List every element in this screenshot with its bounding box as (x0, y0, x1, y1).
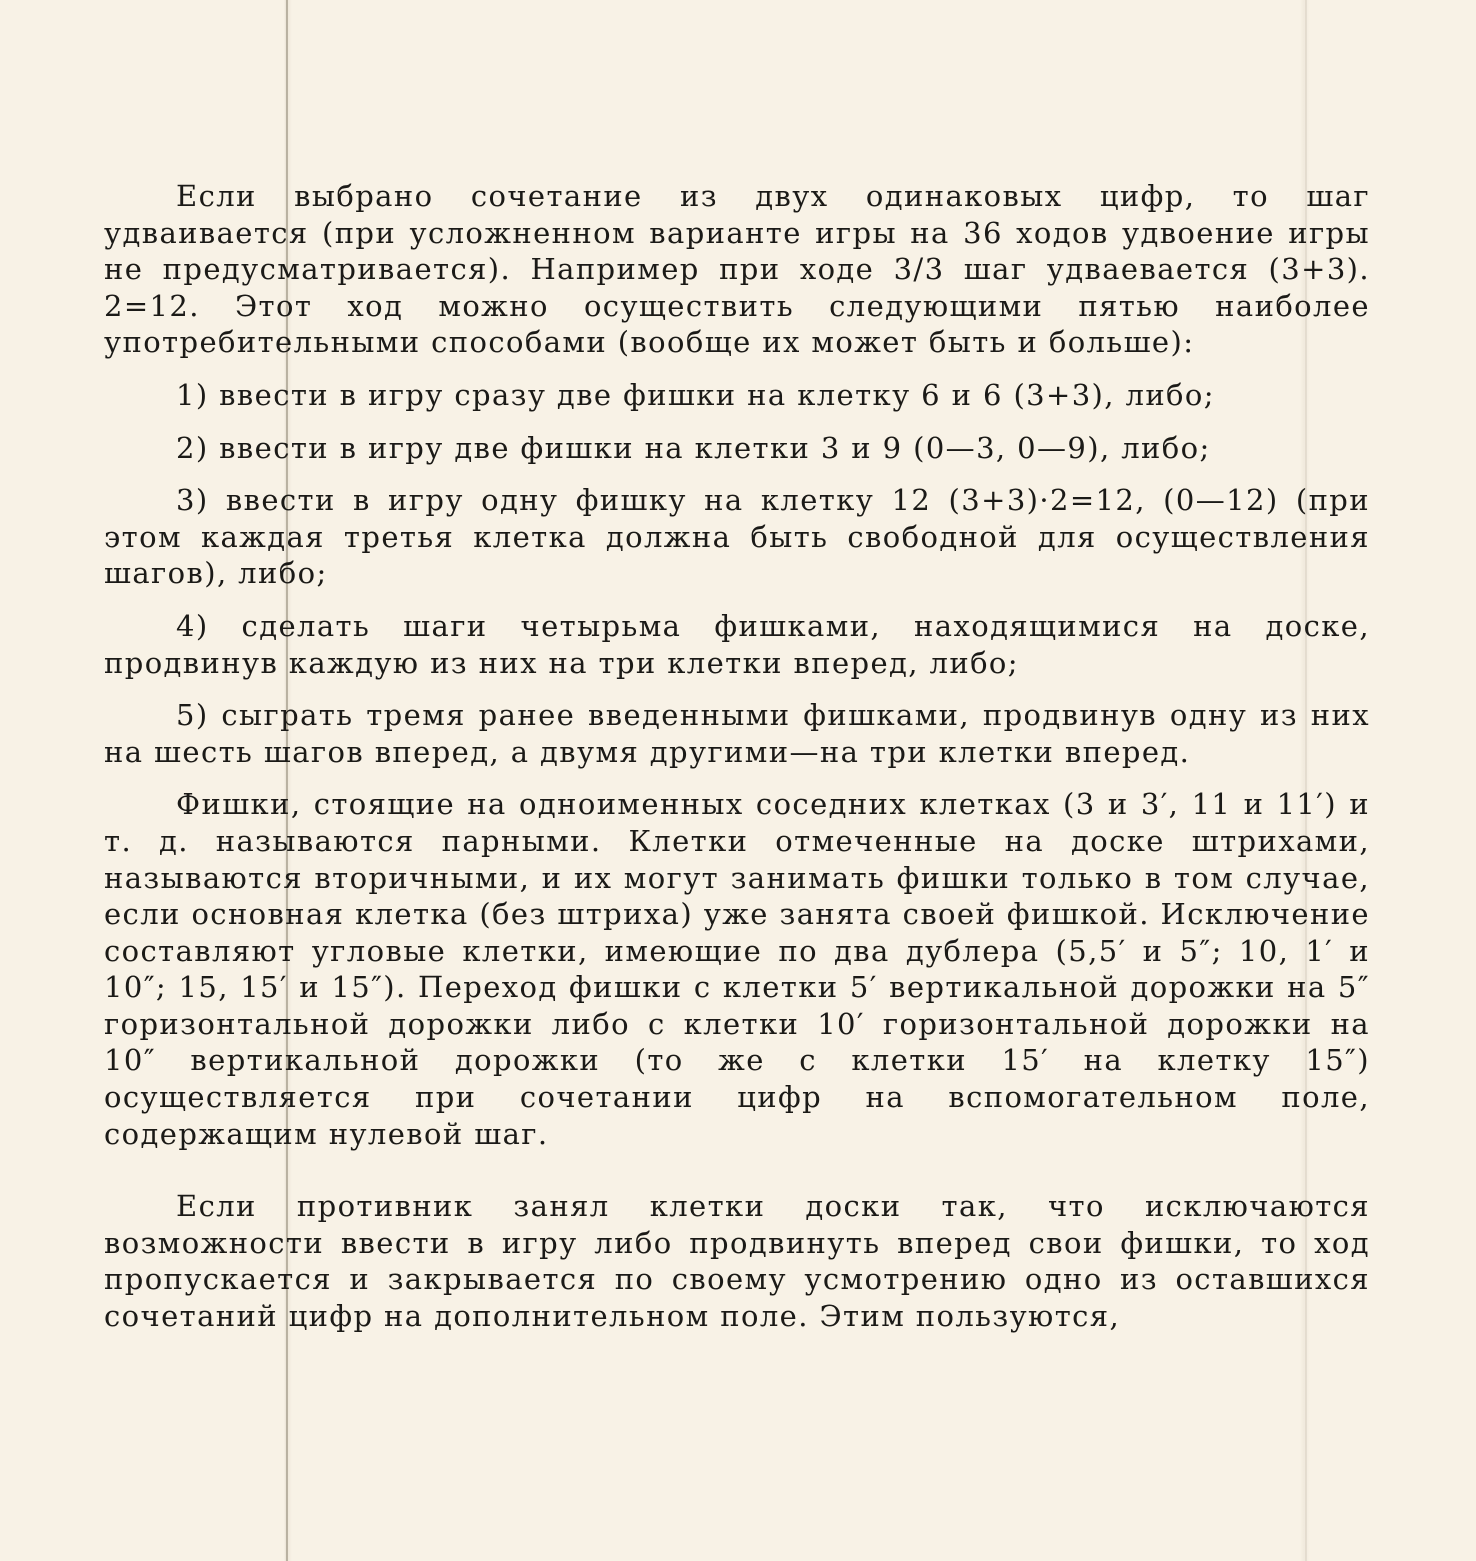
document-body (104, 178, 1370, 1335)
list-item-5: 5) сыграть тремя ранее введенными фишками, продвинув одну из них на шесть шагов вперед, а двумя другими—на три клетки вперед. (104, 698, 1370, 769)
list-item-2: 2) ввести в игру две фишки на клетки 3 и 9 (0—3, 0—9), либо; (176, 430, 1211, 465)
paragraph-paired-cells: Фишки, стоящие на одноименных соседних клетках (3 и 3′, 11 и 11′) и т. д. называются парными. Клетки отмеченные на доске штрихами, называются вторичными, и их могут занимать фишки только в том случае, если основная клетка (без штриха) уже занята своей фишкой. Исключение составляют угловые клетки, имеющие по два дублера (5,5′ и 5″; 10, 1′ и 10″; 15, 15′ и 15″). Переход фишки с клетки 5′ вертикальной дорожки на 5″ горизонтальной дорожки либо с клетки 10′ горизонтальной дорожки на 10″ вертикальной дорожки (то же с клетки 15′ на клетку 15″) осуществляется при сочетании цифр на вспомогательном поле, содержащим нулевой шаг. (104, 787, 1370, 1151)
paragraph-doubling-rule: Если выбрано сочетание из двух одинаковых цифр, то шаг удваивается (при усложненном варианте игры на 36 ходов удвоение игры не предусматривается). Например при ходе 3/3 шаг удваевается (3+3). 2=12. Этот ход можно осуществить следующими пятью наиболее употребительными способами (вообще их может быть и больше): (104, 179, 1370, 360)
list-item-3: 3) ввести в игру одну фишку на клетку 12 (3+3)·2=12, (0—12) (при этом каждая третья клетка должна быть свободной для осуществления шагов), либо; (104, 483, 1370, 591)
paragraph-skip-move: Если противник занял клетки доски так, что исключаются возможности ввести в игру либо продвинуть вперед свои фишки, то ход пропускается и закрывается по своему усмотрению одно из оставшихся сочетаний цифр на дополнительном поле. Этим пользуются, (104, 1189, 1370, 1334)
list-item-4: 4) сделать шаги четырьма фишками, находящимися на доске, продвинув каждую из них на три клетки вперед, либо; (104, 608, 1370, 680)
list-item-1: 1) ввести в игру сразу две фишки на клетку 6 и 6 (3+3), либо; (176, 377, 1215, 412)
